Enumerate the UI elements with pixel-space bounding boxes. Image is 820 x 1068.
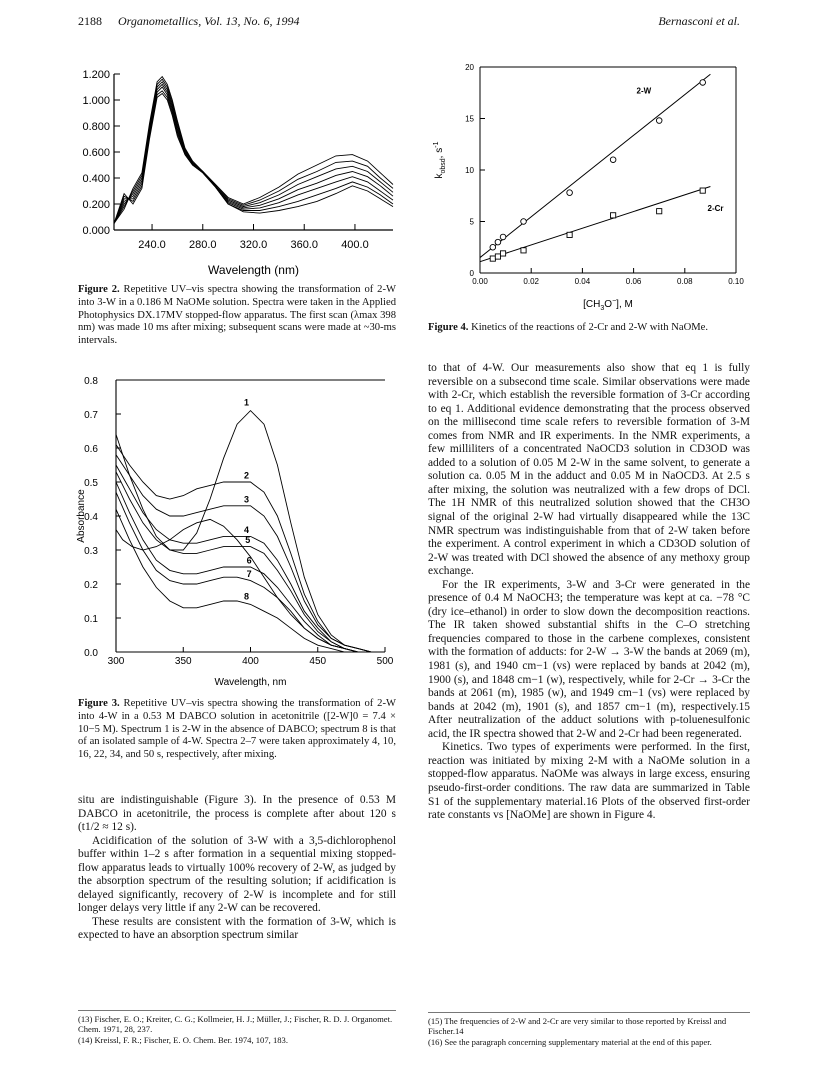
data-point-2-Cr (657, 209, 662, 214)
spectrum-label: 1 (243, 397, 249, 408)
figure-4-label: Figure 4. (428, 322, 469, 333)
x-tick-label: 450 (309, 656, 327, 667)
y-tick-label: 0.3 (84, 546, 98, 557)
y-tick-label: 0.7 (84, 410, 98, 421)
x-axis-label: Wavelength (nm) (208, 263, 299, 277)
data-point-2-Cr (521, 248, 526, 253)
footnotes-right (428, 1016, 750, 1047)
spectrum-line-1 (116, 411, 385, 652)
x-axis-label: Wavelength, nm (214, 677, 287, 688)
spectrum-label: 6 (246, 555, 252, 566)
figure-3-label: Figure 3. (78, 698, 120, 709)
series-label-2-W: 2-W (636, 86, 652, 96)
y-tick-label: 1.000 (82, 95, 110, 107)
y-tick-label: 0.0 (84, 648, 98, 659)
x-tick-label: 240.0 (138, 239, 166, 251)
right-paragraph-3: Kinetics. Two types of experiments were performed. In the first, reaction was initiated by mixing 2-M with a NaOMe solution in a stopped-flow apparatus. NaOMe was always in large excess, ensuring pseudo-first-order conditions. The raw data are summarized in Table S1 of the supplementary material.16 Plots of the observed first-order rate constants vs [NaOMe] are shown in Figure 4. (428, 741, 750, 822)
footnote-15: (15) The frequencies of 2-W and 2-Cr are very similar to those reported by Kreissl and Fischer.14 (428, 1016, 727, 1037)
figure-2-chart (68, 60, 398, 285)
y-tick-label: 1.200 (82, 69, 110, 81)
data-point-2-W (500, 234, 506, 240)
figure-4-caption (428, 322, 746, 335)
data-point-2-Cr (700, 188, 705, 193)
data-point-2-W (700, 80, 706, 86)
data-point-2-W (656, 118, 662, 124)
y-tick-label: 0.800 (82, 121, 110, 133)
x-tick-label: 350 (174, 656, 192, 667)
footnote-14: (14) Kreissl, F. R.; Fischer, E. O. Chem. Ber. 1974, 107, 183. (78, 1034, 288, 1045)
y-tick-label: 0.200 (82, 199, 110, 211)
x-tick-label: 360.0 (290, 239, 318, 251)
series-label-2-Cr: 2-Cr (707, 204, 724, 214)
spectrum-label: 3 (243, 494, 249, 505)
spectrum-label: 5 (245, 535, 251, 546)
right-paragraph-2: For the IR experiments, 3-W and 3-Cr were generated in the presence of 0.4 M NaOCH3; the temperature was kept at ca. −78 °C (dry ice–ethanol) in order to slow down the decomposition reactions. The IR taken showed substantial shifts in the C–O stretching frequencies compared to those in the carbene complexes, consistent with the formation of adducts: for 2-W → 3-W the bands at 2069 (m), 1981 (s), and 1940 cm−1 (vs) were replaced by bands at 2042 (m), 1900 (s), and 1848 cm−1 (w), respectively, while for 2-Cr → 3-Cr the bands at 2061 (m), 1985 (w), and 1949 cm−1 (vs) were replaced by bands at 2042 (m), 1901 (s), and 1857 cm−1 (m), respectively.15 After neutralization of the adduct solutions with p-toluenesulfonic acid, the IR spectra showed that 2-W and 2-Cr had been regenerated. (428, 578, 750, 740)
spectrum-label: 8 (243, 591, 249, 602)
left-paragraph-3: These results are consistent with the formation of 3-W, which is expected to have an absorption spectrum similar (78, 915, 396, 942)
x-axis-label: $[CH_3O^-]$, M (583, 298, 633, 312)
data-point-2-Cr (490, 256, 495, 261)
x-tick-label: 0.08 (677, 277, 693, 286)
spectrum-line-6 (116, 482, 385, 652)
y-tick-label: 20 (465, 63, 474, 72)
x-tick-label: 280.0 (189, 239, 217, 251)
figure-3-caption (78, 698, 396, 762)
spectrum-label: 2 (243, 470, 249, 481)
x-tick-label: 300 (107, 656, 125, 667)
figure-3-chart (72, 370, 397, 696)
fit-line-2-Cr (480, 186, 710, 261)
figure-3-caption-text: Repetitive UV–vis spectra showing the transformation of 2-W into 4-W in a 0.53 M DABCO solution in acetonitrile ([2-W]0 = 7.4 × 10−5 M). Spectrum 1 is 2-W in the absence of DABCO; spectrum 8 is that of an isolated sample of 4-W. Spectra 2–7 were taken approximately 4, 10, 16, 22, 34, and 50 s, respectively, after mixing. (78, 698, 396, 761)
y-tick-label: 5 (469, 217, 474, 227)
x-tick-label: 0.02 (523, 277, 539, 286)
y-tick-label: 0.6 (84, 444, 98, 455)
x-tick-label: 400 (242, 656, 259, 667)
y-tick-label: 10 (465, 166, 474, 175)
y-tick-label: 0.8 (84, 376, 98, 387)
footnotes-left (78, 1014, 396, 1045)
figure-4-caption-text: Kinetics of the reactions of 2-Cr and 2-W with NaOMe. (468, 322, 708, 333)
spectrum-line (114, 87, 393, 224)
data-point-2-Cr (567, 232, 572, 237)
y-tick-label: 0.000 (82, 225, 110, 237)
left-column-text (78, 794, 396, 943)
footnote-16: (16) See the paragraph concerning supplementary material at the end of this paper. (428, 1036, 712, 1047)
y-tick-label: 0.2 (84, 580, 98, 591)
data-point-2-W (521, 219, 527, 225)
y-tick-label: 0 (469, 269, 474, 278)
y-axis-label: $k_{obsd}$, $s^{-1}$ (433, 141, 447, 179)
page-number: 2188 (78, 14, 102, 28)
y-tick-label: 0.4 (84, 512, 98, 523)
spectrum-label: 4 (243, 525, 249, 535)
y-tick-label: 0.1 (84, 614, 98, 625)
left-paragraph-1: situ are indistinguishable (Figure 3). In the presence of 0.53 M DABCO in acetonitrile, the process is complete after about 120 s (t1/2 ≈ 12 s). (78, 794, 396, 834)
x-tick-label: 0.10 (728, 277, 744, 286)
x-tick-label: 500 (376, 656, 394, 667)
x-tick-label: 0.00 (472, 277, 488, 286)
x-tick-label: 320.0 (239, 239, 268, 251)
y-axis-label: Absorbance (76, 489, 87, 543)
data-point-2-Cr (611, 213, 616, 218)
figure-2-caption (78, 284, 396, 348)
y-tick-label: 0.400 (82, 173, 110, 185)
y-tick-label: 0.600 (82, 147, 110, 159)
data-point-2-W (610, 157, 616, 163)
spectrum-label: 7 (246, 569, 252, 580)
y-tick-label: 15 (465, 114, 474, 124)
journal-title: Organometallics, Vol. 13, No. 6, 1994 (118, 14, 300, 28)
figure-4-chart (418, 55, 758, 323)
spectrum-line (114, 91, 393, 224)
x-tick-label: 0.06 (625, 277, 642, 286)
fit-line-2-W (480, 74, 710, 257)
data-point-2-W (567, 190, 573, 196)
footnote-13: (13) Fischer, E. O.; Kreiter, C. G.; Kollmeier, H. J.; Müller, J.; Fischer, R. D. J. Organomet. Chem. 1971, 28, 237. (78, 1014, 393, 1035)
left-paragraph-2: Acidification of the solution of 3-W with a 3,5-dichlorophenol buffer within 1–2 s after formation in a sequential mixing stopped-flow apparatus leads to virtually 100% recovery of 2-W, as judged by the absorption spectrum of the resulting solution; if acidification is delayed significantly, recovery of 2-W is incomplete and for still longer delays very little if any 2-W can be recovered. (78, 834, 396, 915)
right-paragraph-1: to that of 4-W. Our measurements also show that eq 1 is fully reversible on a subsecond time scale. Similar observations were made with 2-Cr, which establish the reversible formation of 3-Cr according to eq 1. Additional evidence demonstrating that the process observed on the millisecond time scale refers to reversible formation of 3-M comes from NMR and IR experiments. In the NMR experiments, a few milliliters of a concentrated NaOCD3 solution in CD3OD was added to a solution of 0.05 M 2-W in the same solvent, to generate a solution ca. 0.05 M in the adduct and 0.05 M in NaOCD3. At 2.5 s after mixing, the solution was neutralized with a few drops of DCl. The 1H NMR of this neutralized solution showed that the CH3O signal of the original 2-W had virtually disappeared while the 13C NMR spectrum was indistinguishable from that of 2-W taken before the experiment. A control experiment in which a CD3OD solution of 2-W was treated with DCl showed the absence of any methoxy group exchange. (428, 362, 750, 578)
footnote-divider-left (78, 1010, 396, 1011)
data-point-2-W (495, 239, 501, 245)
x-tick-label: 400.0 (341, 239, 369, 251)
running-authors: Bernasconi et al. (658, 14, 740, 28)
figure-2-caption-text: Repetitive UV–vis spectra showing the transformation of 2-W into 3-W in a 0.186 M NaOMe solution. Spectra were taken in the Applied Photophysics DX.17MV stopped-flow apparatus. The first scan (λmax 398 nm) was made 10 ms after mixing; subsequent scans were made at ~30-ms intervals. (78, 284, 396, 347)
figure-2-label: Figure 2. (78, 284, 120, 295)
data-point-2-W (490, 244, 496, 250)
spectrum-line-2 (116, 445, 385, 652)
y-tick-label: 0.5 (84, 478, 98, 489)
x-tick-label: 0.04 (574, 277, 591, 286)
data-point-2-Cr (495, 254, 500, 259)
footnote-divider-right (428, 1012, 750, 1013)
spectrum-line-3 (116, 455, 385, 652)
right-column-text (428, 362, 750, 823)
data-point-2-Cr (500, 251, 505, 256)
